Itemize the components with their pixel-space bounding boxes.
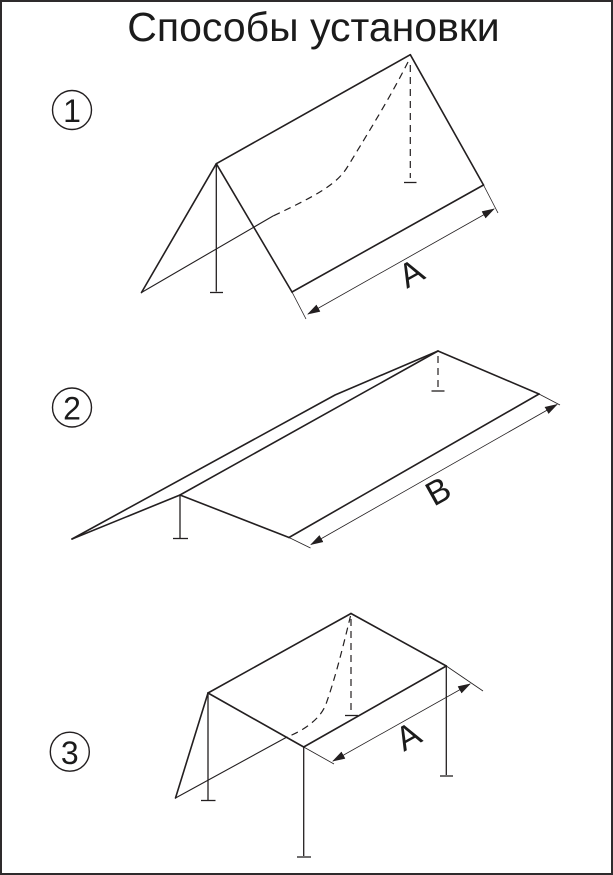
method-3-number: 3 — [60, 734, 79, 771]
front-corner-edge — [180, 495, 289, 538]
method-3-dimension-label: A — [389, 714, 428, 759]
installation-methods-drawing — [2, 2, 613, 875]
method-1-number: 1 — [63, 93, 81, 130]
canopy-left-edge — [208, 614, 351, 694]
method-2-figure — [53, 351, 561, 548]
rear-slope-edge — [410, 55, 483, 185]
rear-edge — [72, 351, 438, 539]
ridge-rope-visible — [142, 216, 274, 293]
ridge-line — [216, 55, 410, 164]
canopy-right-edge — [351, 614, 446, 667]
witness-line-left — [304, 747, 334, 764]
canopy-front-right-edge — [304, 666, 447, 747]
panel-bottom-edge — [289, 394, 539, 538]
method-3-figure — [50, 614, 483, 858]
method-2-dimension-label: B — [419, 469, 458, 514]
front-fold-edge — [72, 351, 438, 539]
rear-rope-hidden — [287, 616, 351, 737]
method-1-dimension-label: A — [392, 251, 431, 296]
page-title: Способы установки — [127, 4, 500, 50]
left-guy-line — [176, 693, 209, 798]
panel-front-edge — [216, 164, 292, 292]
panel-bottom-edge — [292, 185, 484, 292]
right-edge — [438, 351, 539, 394]
canopy-front-eave — [208, 693, 304, 747]
method-2-number: 2 — [63, 390, 81, 427]
witness-line-left — [289, 538, 311, 549]
ridge-rope-hidden — [273, 62, 408, 216]
witness-line-right — [484, 185, 499, 213]
method-1-figure — [53, 55, 499, 319]
front-guy-line — [142, 164, 217, 293]
witness-line-right — [539, 394, 560, 405]
witness-line-left — [292, 292, 306, 319]
